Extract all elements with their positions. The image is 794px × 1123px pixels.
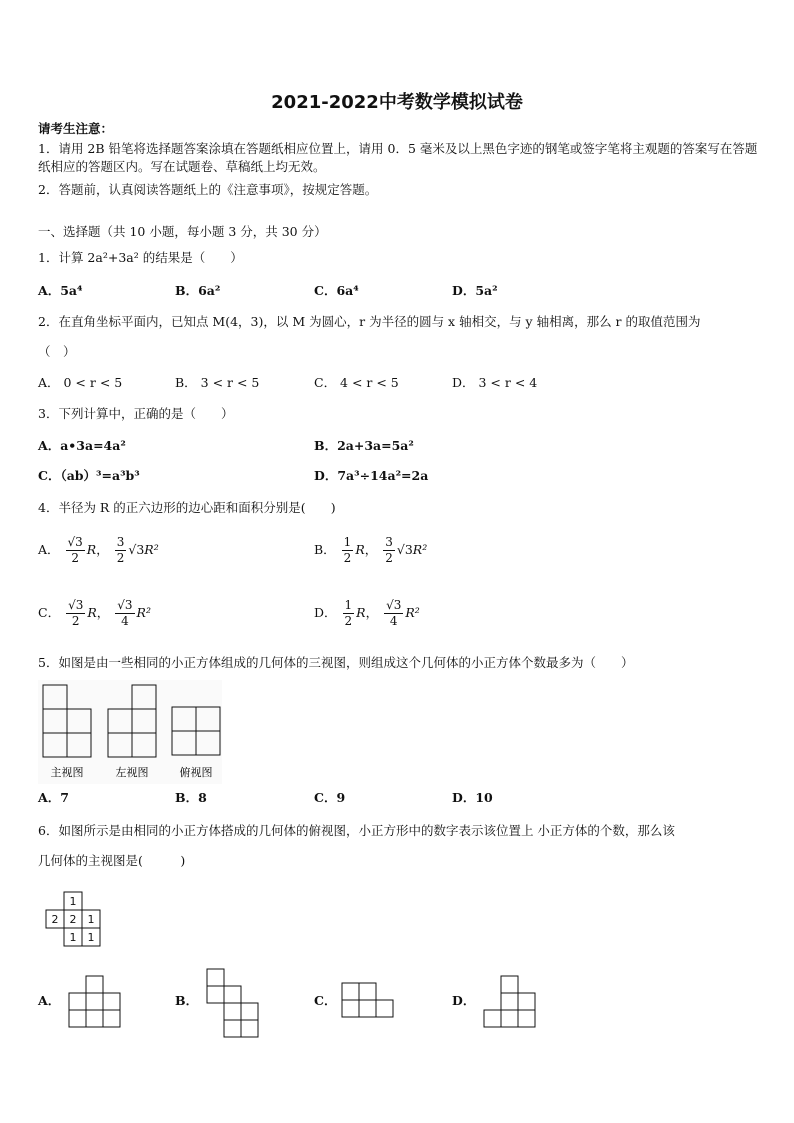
q1-option-c: C．6a⁴ <box>314 283 359 298</box>
question-1-stem: 1．计算 2a²+3a² 的结果是（ ） <box>38 250 243 265</box>
three-views-figure <box>38 680 222 784</box>
grid-number: 1 <box>87 931 95 944</box>
q3-option-b: B．2a+3a=5a² <box>314 438 414 453</box>
grid-number: 2 <box>51 913 59 926</box>
fraction: $\frac{√3}{4}$ <box>117 598 133 628</box>
q2-option-d: D． 3 < r < 4 <box>452 375 538 390</box>
q6-option-b-figure <box>207 968 261 1038</box>
question-5-stem: 5．如图是由一些相同的小正方体组成的几何体的三视图，则组成这个几何体的小正方体个数最多为（ ） <box>38 655 634 670</box>
question-6-stem-cont: 几何体的主视图是( ) <box>38 853 186 868</box>
q4-option-c: C． $\frac{√3}{2}$ R， $\frac{√3}{4}$ R² <box>38 598 151 628</box>
q4-option-b: B． $\frac{1}{2}$ R， $\frac{3}{2}$ √3R² <box>314 535 428 565</box>
page-title: 2021-2022中考数学模拟试卷 <box>271 92 523 113</box>
question-6-stem: 6．如图所示是由相同的小正方体搭成的几何体的俯视图，小正方形中的数字表示该位置上 小正方体的个数，那么该 <box>38 823 675 838</box>
fraction: $\frac{√3}{2}$ <box>67 535 83 565</box>
question-4-stem: 4．半径为 R 的正六边形的边心距和面积分别是( ) <box>38 500 336 515</box>
q6-option-b-label: B． <box>175 993 199 1008</box>
q5-option-c: C．9 <box>314 790 346 805</box>
q3-option-d: D．7a³÷14a²=2a <box>314 468 429 483</box>
q6-option-a-label: A． <box>38 993 61 1008</box>
q6-option-a-figure <box>69 975 123 1029</box>
front-view-label: 主视图 <box>50 766 84 779</box>
q6-option-d-label: D． <box>452 993 476 1008</box>
top-view-label: 俯视图 <box>179 766 213 779</box>
question-2-stem-cont: （ ） <box>38 344 76 359</box>
q1-option-d: D．5a² <box>452 283 498 298</box>
q1-option-b: B．6a² <box>175 283 221 298</box>
q5-option-d: D．10 <box>452 790 493 805</box>
fraction: $\frac{1}{2}$ <box>344 598 353 628</box>
notice-item-1: 1．请用 2B 铅笔将选择题答案涂填在答题纸相应位置上，请用 0．5 毫米及以上黑色字迹的钢笔或签字笔将主观题的答案写在答题纸相应的答题区内。写在试题卷、草稿纸上均无效。 <box>38 141 758 174</box>
grid-number: 2 <box>69 913 77 926</box>
q2-option-b: B． 3 < r < 5 <box>175 375 260 390</box>
notice-heading: 请考生注意： <box>38 121 114 136</box>
question-2-stem: 2．在直角坐标平面内，已知点 M(4，3)，以 M 为圆心，r 为半径的圆与 x 轴相交，与 y 轴相离，那么 r 的取值范围为 <box>38 314 701 329</box>
q2-option-c: C． 4 < r < 5 <box>314 375 399 390</box>
top-view-grid-figure <box>45 892 105 950</box>
fraction: $\frac{3}{2}$ <box>116 535 125 565</box>
section-heading: 一、选择题（共 10 小题，每小题 3 分，共 30 分） <box>38 224 327 239</box>
q4-option-a: A． $\frac{√3}{2}$ R， $\frac{3}{2}$ √3R² <box>38 535 159 565</box>
q5-option-a: A．7 <box>38 790 69 805</box>
left-view-label: 左视图 <box>115 766 149 779</box>
q1-option-a: A．5a⁴ <box>38 283 83 298</box>
q6-option-c-figure <box>342 982 396 1020</box>
q2-option-a: A． 0 < r < 5 <box>38 375 123 390</box>
q4-option-d: D． $\frac{1}{2}$ R， $\frac{√3}{4}$ R² <box>314 598 420 628</box>
fraction: $\frac{√3}{4}$ <box>386 598 402 628</box>
notice-item-2: 2．答题前，认真阅读答题纸上的《注意事项》，按规定答题。 <box>38 182 378 197</box>
q5-option-b: B．8 <box>175 790 207 805</box>
fraction: $\frac{3}{2}$ <box>385 535 393 565</box>
grid-number: 1 <box>87 913 95 926</box>
q3-option-c: C．（ab）³=a³b³ <box>38 468 140 483</box>
grid-number: 1 <box>69 931 77 944</box>
q6-option-c-label: C． <box>314 993 337 1008</box>
fraction: $\frac{√3}{2}$ <box>68 598 84 628</box>
q6-option-d-figure <box>484 975 538 1029</box>
fraction: $\frac{1}{2}$ <box>343 535 352 565</box>
question-3-stem: 3．下列计算中，正确的是（ ） <box>38 406 234 421</box>
q3-option-a: A．a•3a=4a² <box>38 438 126 453</box>
grid-number: 1 <box>69 895 77 908</box>
